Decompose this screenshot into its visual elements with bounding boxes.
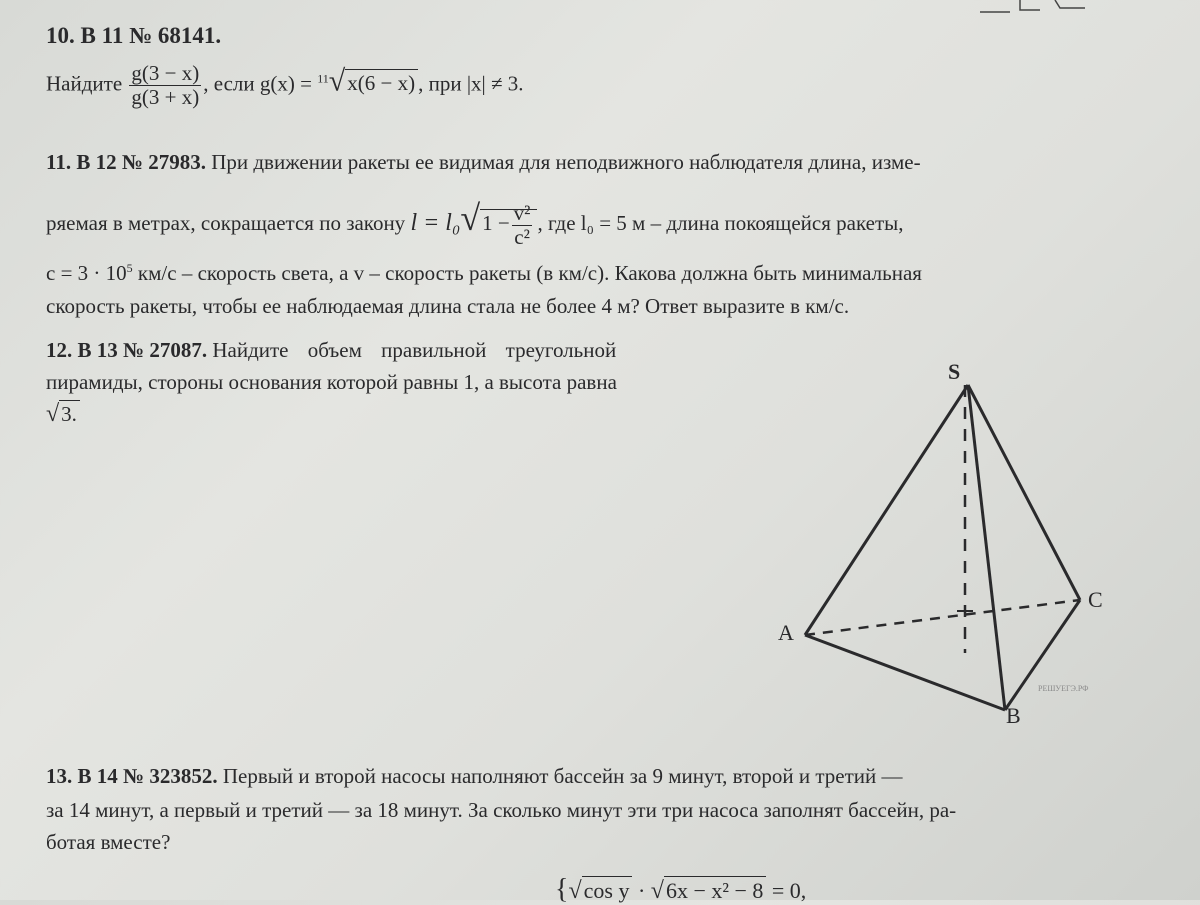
- top-corner-fragment: [980, 0, 1090, 14]
- edge-AB: [805, 635, 1005, 710]
- fraction-numerator: g(3 − x): [131, 61, 200, 85]
- formula-denominator: c²: [514, 224, 530, 249]
- problem-12-sqrt3: 3.: [59, 400, 80, 426]
- problem-11-line3: [46, 262, 922, 284]
- edge-AC-hidden: [805, 600, 1080, 635]
- problem-10-tail: , при |x| ≠ 3.: [418, 71, 524, 96]
- problem-12-line1-text: Найдите объем правильной треугольной: [212, 338, 617, 362]
- problem-13-header: 13. B 14 № 323852.: [46, 764, 218, 788]
- sqrt-icon: √: [568, 878, 582, 904]
- problem-11-line4: скорость ракеты, чтобы ее наблюдаемая длина стала не более 4 м? Ответ выразите в км/с.: [46, 294, 850, 318]
- problem-11-line1: [46, 152, 921, 173]
- problem-11-line3-text: км/с – скорость света, а v – скорость ракеты (в км/с). Какова должна быть минимальная: [132, 261, 922, 285]
- sqrt-icon: √: [650, 878, 664, 904]
- problem-11-line2-start: ряемая в метрах, сокращается по закону: [46, 211, 406, 235]
- label-C: C: [1088, 587, 1103, 612]
- problem-10-text: [46, 62, 524, 109]
- sqrt-icon: √: [460, 198, 481, 238]
- formula-one-minus: 1 −: [482, 211, 510, 235]
- problem-11-header: 11. B 12 № 27983.: [46, 150, 206, 174]
- figure-watermark: РЕШУЕГЭ.РФ: [1038, 684, 1089, 693]
- sqrt-icon: √: [46, 401, 60, 427]
- problem-10-find: Найдите: [46, 71, 123, 96]
- radicand: x(6 − x): [345, 69, 418, 95]
- problem-11-line1-text: При движении ракеты ее видимая для неподвижного наблюдателя длина, изме-: [211, 150, 921, 174]
- problem-12-line1: [46, 340, 616, 361]
- equation-rhs: = 0,: [771, 878, 807, 903]
- fraction-denominator: g(3 + x): [131, 85, 200, 109]
- problem-10-fraction: [129, 62, 201, 109]
- problem-11-line2-end: , где l₀ = 5 м – длина покоящейся ракеты,: [537, 211, 904, 235]
- label-A: A: [778, 620, 794, 645]
- label-S: S: [948, 359, 961, 384]
- sqrt-inner: 6x − x² − 8: [664, 876, 766, 903]
- root-index: 11: [317, 71, 329, 86]
- problem-11-line2: [46, 200, 904, 249]
- system-brace-icon: {: [555, 874, 569, 905]
- pyramid-figure: [770, 355, 1140, 735]
- problem-13-line1: [46, 766, 903, 787]
- formula-numerator: v²: [513, 200, 531, 225]
- radical-sign-icon: √: [328, 64, 346, 98]
- problem-13-line1-text: Первый и второй насосы наполняют бассейн за 9 минут, второй и третий —: [222, 764, 903, 788]
- sqrt-cos-y: cos y: [582, 876, 633, 903]
- label-B: B: [1006, 703, 1021, 728]
- formula-radicand: [480, 200, 537, 249]
- problem-12-line3: [46, 402, 80, 426]
- formula-lhs: l = l₀: [410, 210, 461, 236]
- formula-fraction: [512, 202, 533, 249]
- edge-BC: [1005, 600, 1080, 710]
- problem-13-line3: ботая вместе?: [46, 830, 171, 854]
- edge-SC: [968, 385, 1080, 600]
- problem-13-line2: за 14 минут, а первый и третий — за 18 минут. За сколько минут эти три насоса заполнят бассейн, ра-: [46, 798, 957, 822]
- problem-10-header: 10. B 11 № 68141.: [46, 23, 222, 48]
- problem-12-line2: пирамиды, стороны основания которой равны 1, а высота равна: [46, 370, 617, 394]
- mult-dot: ·: [637, 878, 646, 903]
- problem-12-header: 12. B 13 № 27087.: [46, 338, 208, 362]
- problem-10-if: , если g(x) =: [203, 71, 312, 96]
- edge-SB: [968, 385, 1005, 710]
- problem-11-speed-light: c = 3 · 10: [46, 261, 127, 285]
- edge-SA: [805, 385, 968, 635]
- problem-11-exponent: 5: [126, 261, 133, 275]
- corner-box-sketch: [980, 0, 1090, 14]
